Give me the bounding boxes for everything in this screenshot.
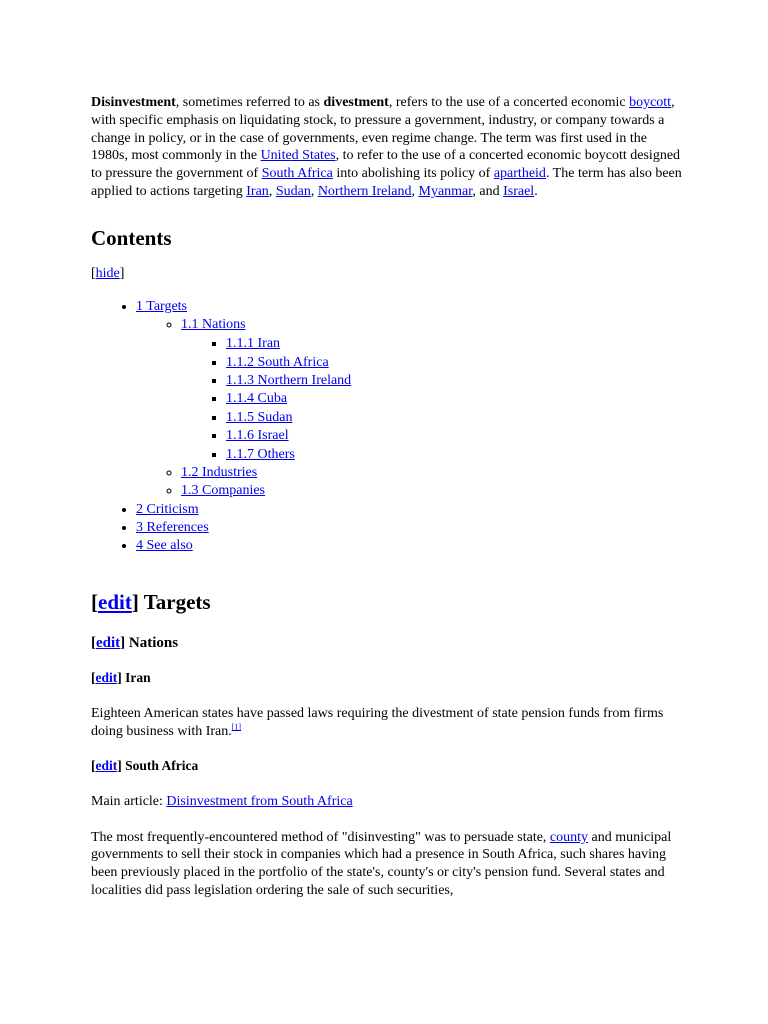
toc-item — [226, 427, 683, 445]
myanmar-link[interactable]: Myanmar — [418, 183, 473, 199]
toc-item — [226, 372, 683, 390]
toc-link-industries[interactable]: 1.2 Industries — [181, 464, 258, 480]
term2-bold: divestment — [323, 95, 389, 110]
toc-item — [226, 354, 683, 372]
toc-toggle: [hide] — [91, 265, 125, 281]
toc-link-south-africa[interactable]: 1.1.2 South Africa — [226, 354, 329, 370]
toc-item — [181, 316, 683, 463]
united-states-link[interactable]: United States — [260, 148, 336, 164]
toc-sublist — [136, 316, 683, 500]
south-africa-heading: [edit] South Africa — [91, 757, 199, 773]
israel-link[interactable]: Israel — [503, 183, 535, 199]
table-of-contents — [91, 298, 683, 556]
iran-paragraph: Eighteen American states have passed laws requiring the divestment of state pension funds from firms doing business with Iran.[1] — [91, 706, 664, 740]
apartheid-link[interactable]: apartheid — [493, 166, 546, 182]
term-bold: Disinvestment — [91, 95, 176, 110]
toc-item — [181, 482, 683, 500]
toc-link-see-also[interactable]: 4 See also — [136, 538, 193, 554]
toc-item — [181, 464, 683, 482]
article-body — [91, 94, 683, 900]
toc-link-israel[interactable]: 1.1.6 Israel — [226, 428, 289, 444]
toc-item — [226, 409, 683, 427]
boycott-link[interactable]: boycott — [629, 95, 672, 110]
iran-heading: [edit] Iran — [91, 670, 151, 686]
toc-link-iran[interactable]: 1.1.1 Iran — [226, 336, 281, 352]
nations-heading: [edit] Nations — [91, 635, 179, 652]
northern-ireland-link[interactable]: Northern Ireland — [317, 183, 412, 199]
sudan-link[interactable]: Sudan — [275, 183, 311, 199]
toc-sublist — [181, 335, 683, 463]
toc-item — [226, 446, 683, 464]
toc-link-cuba[interactable]: 1.1.4 Cuba — [226, 391, 288, 407]
reference-1-link[interactable]: [1] — [231, 722, 242, 732]
toc-item — [136, 519, 683, 537]
hide-toc-link[interactable]: hide — [95, 265, 120, 281]
south-africa-paragraph: The most frequently-encountered method of "disinvesting" was to persuade state, county and municipal governments to sell their stock in companies which had a presence in South Africa, such shares having been previously placed in the portfolio of the state's, county's or city's pension fund. Several states and localities did pass legislation ordering the sale of such securities, — [91, 829, 672, 899]
toc-link-nations[interactable]: 1.1 Nations — [181, 317, 246, 333]
toc-item — [226, 335, 683, 353]
toc-link-northern-ireland[interactable]: 1.1.3 Northern Ireland — [226, 372, 352, 388]
county-link[interactable]: county — [549, 829, 589, 845]
main-article-note: Main article: Disinvestment from South Africa — [91, 793, 353, 809]
toc-link-companies[interactable]: 1.3 Companies — [181, 483, 265, 499]
targets-heading: [edit] Targets — [91, 590, 211, 615]
edit-iran-link[interactable]: edit — [95, 670, 118, 686]
south-africa-link[interactable]: South Africa — [261, 166, 333, 182]
main-article-link[interactable]: Disinvestment from South Africa — [166, 793, 353, 809]
toc-link-references[interactable]: 3 References — [136, 520, 209, 536]
toc-link-criticism[interactable]: 2 Criticism — [136, 501, 199, 517]
toc-item — [136, 501, 683, 519]
iran-link[interactable]: Iran — [246, 183, 269, 199]
edit-targets-link[interactable]: edit — [98, 590, 132, 615]
toc-item — [136, 537, 683, 555]
toc-item — [226, 390, 683, 408]
edit-south-africa-link[interactable]: edit — [95, 757, 118, 773]
intro-paragraph: Disinvestment, sometimes referred to as divestment, refers to the use of a concerted economic boycott, with specific emphasis on liquidating stock, to pressure a government, industry, or company towards a change in policy, or in the case of governments, even regime change. The term was first used in the 1980s, most commonly in the United States, to refer to the use of a concerted economic boycott designed to pressure the government of South Africa into abolishing its policy of apartheid. The term has also been applied to actions targeting Iran, Sudan, Northern Ireland, Myanmar, and Israel. — [91, 95, 682, 199]
edit-nations-link[interactable]: edit — [96, 635, 121, 652]
toc-item — [136, 298, 683, 501]
toc-link-sudan[interactable]: 1.1.5 Sudan — [226, 409, 293, 425]
toc-link-targets[interactable]: 1 Targets — [136, 298, 187, 314]
contents-heading: Contents — [91, 225, 172, 250]
toc-link-others[interactable]: 1.1.7 Others — [226, 446, 295, 462]
